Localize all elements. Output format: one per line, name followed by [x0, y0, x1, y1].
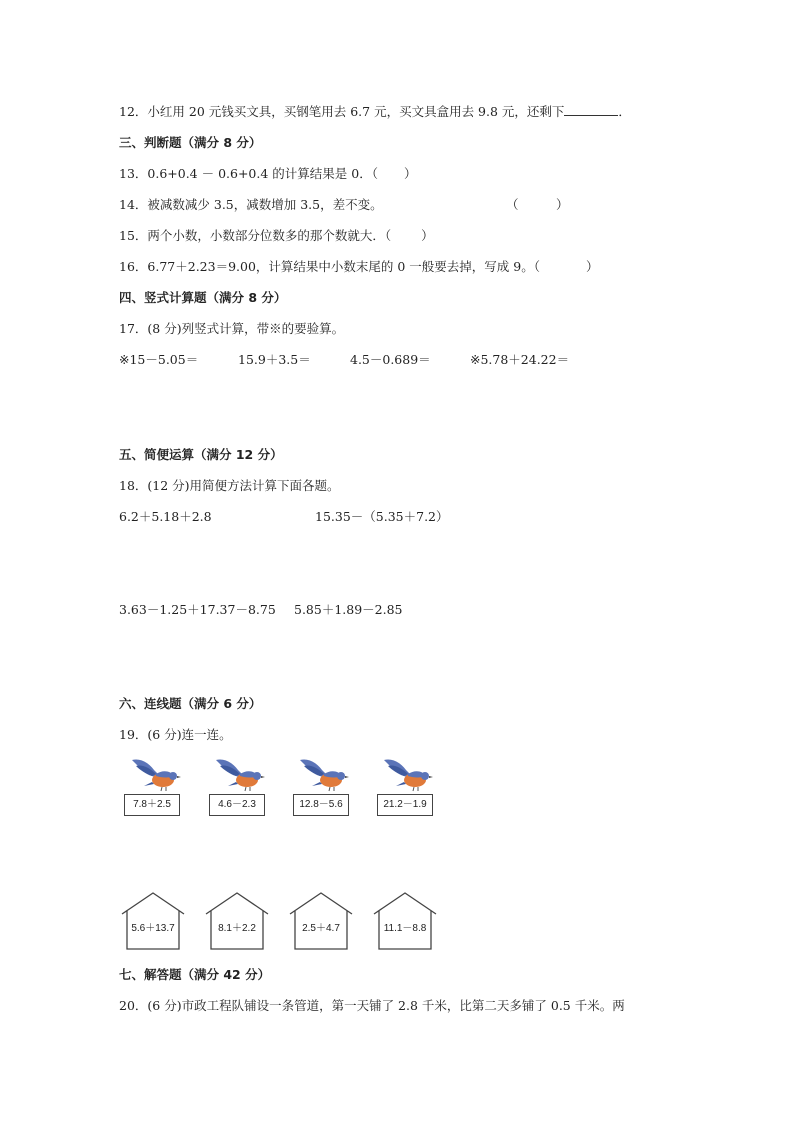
- question-16: [119, 258, 599, 276]
- question-19-text: 19．(6 分)连一连。: [119, 727, 232, 742]
- bird-expression-box[interactable]: 21.2－1.9: [377, 794, 433, 816]
- house-expression: 8.1＋2.2: [218, 923, 256, 934]
- question-14-text: 14．被减数减少 3.5，减数增加 3.5，差不变。: [119, 197, 383, 212]
- section-7-title: 七、解答题（满分 42 分）: [119, 967, 271, 982]
- vertical-calc-expr: 15.9＋3.5＝: [238, 352, 311, 367]
- section-6-title: 六、连线题（满分 6 分）: [119, 696, 262, 711]
- question-12-text: 12．小红用 20 元钱买文具，买钢笔用去 6.7 元，买文具盒用去 9.8 元，还剩下: [119, 104, 565, 119]
- vertical-calc-expr: 4.5－0.689＝: [350, 352, 431, 367]
- bird-icon: [382, 756, 434, 792]
- question-12: [119, 103, 631, 121]
- vertical-calc-expr: ※5.78＋24.22＝: [470, 352, 570, 367]
- question-15-text: 15．两个小数，小数部分位数多的那个数就大．（: [119, 228, 392, 243]
- house-expression: 11.1－8.8: [383, 923, 427, 934]
- bird-icon: [130, 756, 182, 792]
- house-icon[interactable]: [289, 892, 353, 950]
- question-20-text: 20．(6 分)市政工程队铺设一条管道，第一天铺了 2.8 千米，比第二天多铺了 0.5 千米。两: [119, 998, 625, 1013]
- simplify-expr: 6.2＋5.18＋2.8: [119, 509, 212, 524]
- bird-expression-box[interactable]: 7.8＋2.5: [124, 794, 180, 816]
- simplify-expr: 3.63－1.25＋17.37－8.75: [119, 602, 276, 617]
- question-16-paren-close: ）: [585, 259, 599, 274]
- answer-paren[interactable]: （ ）: [506, 197, 569, 212]
- question-14: [119, 196, 569, 214]
- simplify-expr: 15.35－（5.35＋7.2）: [315, 509, 449, 524]
- house-icon[interactable]: [121, 892, 185, 950]
- question-16-text: 16．6.77＋2.23＝9.00，计算结果中小数末尾的 0 一般要去掉，写成 9。（: [119, 259, 540, 274]
- question-18-text: 18．(12 分)用简便方法计算下面各题。: [119, 478, 340, 493]
- question-15: [119, 227, 434, 245]
- house-icon[interactable]: [205, 892, 269, 950]
- section-3-title: 三、判断题（满分 8 分）: [119, 135, 262, 150]
- house-expression: 2.5＋4.7: [302, 923, 340, 934]
- question-13: [119, 165, 416, 183]
- question-15-paren-close: ）: [421, 228, 434, 243]
- house-icon[interactable]: [373, 892, 437, 950]
- answer-blank[interactable]: [564, 103, 618, 116]
- bird-expression-box[interactable]: 4.6－2.3: [209, 794, 265, 816]
- bird-expression-box[interactable]: 12.8－5.6: [293, 794, 349, 816]
- vertical-calc-expr: ※15－5.05＝: [119, 352, 199, 367]
- simplify-expr: 5.85＋1.89－2.85: [294, 602, 403, 617]
- bird-icon: [298, 756, 350, 792]
- question-13-text: 13．0.6+0.4 － 0.6+0.4 的计算结果是 0．（: [119, 166, 378, 181]
- question-12-tail: ．: [618, 104, 631, 119]
- section-5-title: 五、简便运算（满分 12 分）: [119, 447, 283, 462]
- bird-icon: [214, 756, 266, 792]
- section-4-title: 四、竖式计算题（满分 8 分）: [119, 290, 287, 305]
- question-13-paren-close: ）: [403, 166, 417, 181]
- house-expression: 5.6＋13.7: [131, 923, 175, 934]
- question-17-text: 17．(8 分)列竖式计算，带※的要验算。: [119, 321, 345, 336]
